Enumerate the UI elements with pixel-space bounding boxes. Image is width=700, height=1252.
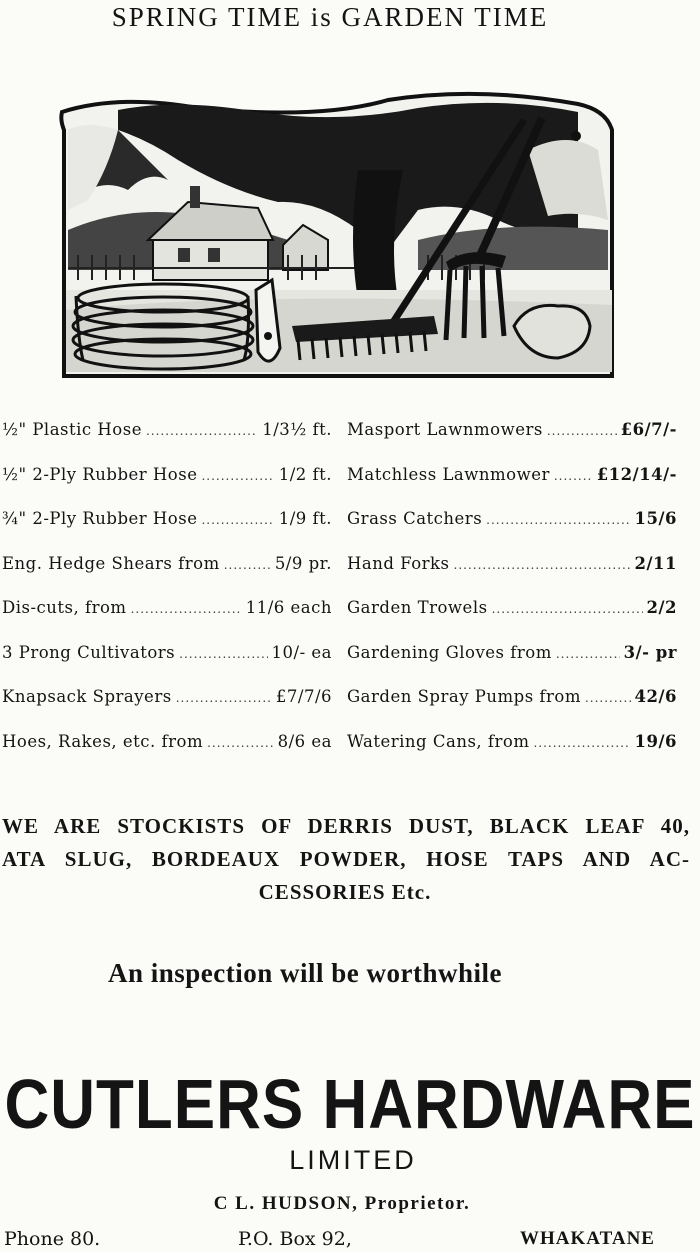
price-list-right	[347, 420, 677, 776]
price-row: ¾" 2-Ply Rubber Hose ..... 1/9 ft.	[2, 509, 332, 554]
company-suffix: LIMITED	[289, 1145, 417, 1175]
price-row: Hand Forks ..... 2/11	[347, 554, 677, 599]
price-list-left	[2, 420, 332, 776]
price-row: Dis-cuts, from ..... 11/6 each	[2, 598, 332, 643]
stockists-line: ATA SLUG, BORDEAUX POWDER, HOSE TAPS AND AC-	[2, 847, 690, 871]
price-row: 3 Prong Cultivators ..... 10/- ea	[2, 643, 332, 688]
price-row: Grass Catchers ..... 15/6	[347, 509, 677, 554]
price-row: Garden Spray Pumps from ..... 42/6	[347, 687, 677, 732]
phone-number: Phone 80.	[4, 1228, 101, 1250]
price-row: Hoes, Rakes, etc. from ..... 8/6 ea	[2, 732, 332, 777]
stockists-line: CESSORIES Etc.	[258, 880, 432, 904]
page-title: SPRING TIME is GARDEN TIME	[111, 2, 549, 32]
po-box: P.O. Box 92,	[238, 1228, 352, 1250]
price-row: Watering Cans, from ..... 19/6	[347, 732, 677, 777]
price-row: Masport Lawnmowers ..... £6/7/-	[347, 420, 677, 465]
price-row: Eng. Hedge Shears from ..... 5/9 pr.	[2, 554, 332, 599]
price-row: Garden Trowels ..... 2/2	[347, 598, 677, 643]
town-name: WHAKATANE	[520, 1228, 655, 1249]
stockists-notice	[0, 810, 690, 909]
inspection-tagline: An inspection will be worthwhile	[107, 958, 503, 988]
proprietor-line: C L. HUDSON, Proprietor.	[213, 1193, 471, 1214]
price-row: ½" Plastic Hose ..... 1/3½ ft.	[2, 420, 332, 465]
garden-scene-illustration	[58, 90, 616, 382]
price-row: Gardening Gloves from ..... 3/- pr	[347, 643, 677, 688]
company-name: CUTLERS HARDWARE	[4, 1066, 696, 1144]
price-row: Knapsack Sprayers ..... £7/7/6	[2, 687, 332, 732]
price-row: Matchless Lawnmower ..... £12/14/-	[347, 465, 677, 510]
price-row: ½" 2-Ply Rubber Hose ..... 1/2 ft.	[2, 465, 332, 510]
stockists-line: WE ARE STOCKISTS OF DERRIS DUST, BLACK LEAF 40,	[2, 814, 690, 838]
